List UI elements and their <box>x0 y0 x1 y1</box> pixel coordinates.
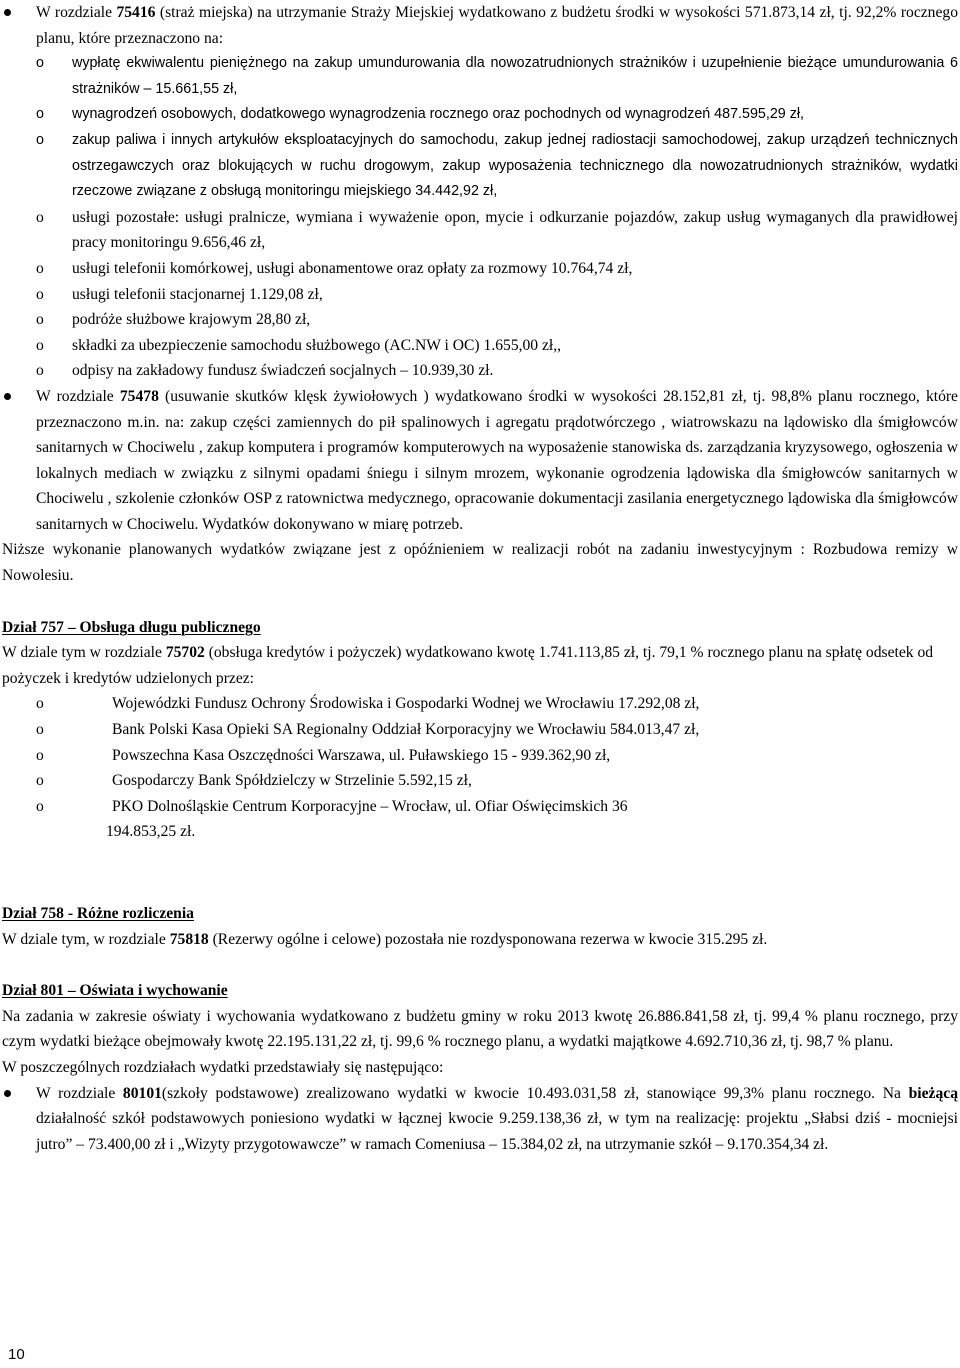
text: W dziale tym w rozdziale <box>2 644 166 662</box>
circle-bullet-icon: o <box>36 259 44 277</box>
text: działalność szkół podstawowych poniesiono wydatki w łącznej kwocie 9.259.138,36 zł, w tym na realizację: projektu „Słabsi dziś - mocniejsi jutro” – 73.400,00 zł i „Wizyty przygotowawcze” w ramach Comeniusa – 15.384,02 zł, na utrzymanie szkół – 9.170.354,34 zł. <box>36 1110 958 1153</box>
section-heading: Dział 758 - Różne rozliczenia <box>2 905 194 922</box>
circle-bullet-icon: o <box>36 311 44 329</box>
chapter-number: 75478 <box>119 387 159 405</box>
list-item-text: usługi telefonii komórkowej, usługi abonamentowe oraz opłaty za rozmowy 10.764,74 zł, <box>72 259 633 277</box>
chapter-number: 75818 <box>169 930 209 948</box>
paragraph-nizsze: Niższe wykonanie planowanych wydatków związane jest z opóźnieniem w realizacji robót na zadaniu inwestycyjnym : Rozbudowa remizy w Nowolesiu. <box>2 541 958 585</box>
circle-bullet-icon: o <box>36 721 44 739</box>
text: W rozdziale <box>36 1084 123 1102</box>
list-item-text: Powszechna Kasa Oszczędności Warszawa, ul. Puławskiego 15 - 939.362,90 zł, <box>112 746 611 764</box>
list-item-text: odpisy na zakładowy fundusz świadczeń socjalnych – 10.939,30 zł. <box>72 362 494 380</box>
list-item <box>0 358 960 384</box>
bullet-dot <box>4 9 11 16</box>
circle-bullet-icon: o <box>36 106 44 123</box>
list-item-text: zakup paliwa i innych artykułów eksploatacyjnych do samochodu, zakup jednej radiostacji samochodowej, zakup urządzeń technicznych ostrzegawczych oraz blokujących w ruchu drogowym, zakup wyposażenia technicznego dla nowozatrudnionych strażników, wydatki rzeczowe związane z obsługą monitoringu miejskiego 34.442,92 zł, <box>72 131 958 200</box>
list-item <box>0 205 960 256</box>
circle-bullet-icon: o <box>36 131 44 148</box>
bullet-rozdzial-75478 <box>0 384 960 538</box>
text: W dziale tym, w rozdziale <box>2 930 170 948</box>
paragraph <box>0 927 960 953</box>
text: (straż miejska) na utrzymanie Straży Miejskiej wydatkowano z budżetu środki w wysokości 571.873,14 zł, tj. 92,2% rocznego planu, które przeznaczono na: <box>36 4 958 47</box>
list-item-text: podróże służbowe krajowym 28,80 zł, <box>72 311 311 329</box>
circle-bullet-icon: o <box>36 746 44 764</box>
paragraph: W poszczególnych rozdziałach wydatki przedstawiały się następująco: <box>2 1058 444 1076</box>
circle-bullet-icon: o <box>36 772 44 790</box>
text: (Rezerwy ogólne i celowe) pozostała nie rozdysponowana rezerwa w kwocie 315.295 zł. <box>208 930 768 948</box>
section-heading: Dział 757 – Obsługa długu publicznego <box>2 618 261 636</box>
section-heading: Dział 801 – Oświata i wychowanie <box>2 982 228 1000</box>
circle-bullet-icon: o <box>36 695 44 713</box>
text: (usuwanie skutków klęsk żywiołowych ) wydatkowano środki w wysokości 28.152,81 zł, tj. 98,8% planu rocznego, które przeznaczono m.in. na: zakup części zamiennych do pił spalinowych i agregatu prądotwórczego , wiatrowskazu na lądowisko dla śmigłowców sanitarnych w Chociwelu , zakup komputera i programów komputerowych na wyposażenie stanowiska ds. zarządzania kryzysowego, ogłoszenia w lokalnych mediach w związku z silnymi opadami śniegu i silnym mrozem, wykonanie ogrodzenia lądowiska dla śmigłowców sanitarnych w Chociwelu , szkolenie członków OSP z ratownictwa medycznego, opracowanie dokumentacji zasilania energetycznego lądowiska dla śmigłowców sanitarnych w Chociwelu. Wydatków dokonywano w miarę potrzeb. <box>36 387 958 533</box>
list-item <box>0 717 960 743</box>
list-item-text: Wojewódzki Fundusz Ochrony Środowiska i Gospodarki Wodnej we Wrocławiu 17.292,08 zł, <box>112 695 700 713</box>
bold-word: bieżącą <box>908 1084 958 1102</box>
chapter-number: 75416 <box>116 4 156 21</box>
list-item <box>0 307 960 333</box>
paragraph <box>0 640 960 691</box>
list-item-text: usługi telefonii stacjonarnej 1.129,08 zł, <box>72 285 323 303</box>
page-number: 10 <box>8 1346 25 1363</box>
circle-bullet-icon: o <box>36 55 44 72</box>
bullet-dot <box>4 1090 11 1097</box>
paragraph: Na zadania w zakresie oświaty i wychowania wydatkowano z budżetu gminy w roku 2013 kwotę 26.886.841,58 zł, tj. 99,4 % planu rocznego, przy czym wydatki bieżące obejmowały kwotę 22.195.131,22 zł, tj. 99,6 % rocznego planu, a wydatki majątkowe 4.692.710,36 zł, tj. 98,7 % planu. <box>2 1007 958 1051</box>
circle-bullet-icon: o <box>36 336 44 354</box>
list-item-text: wynagrodzeń osobowych, dodatkowego wynagrodzenia rocznego oraz pochodnych od wynagrodzeń 487.595,29 zł, <box>72 106 805 123</box>
list-item <box>0 128 960 205</box>
list-item <box>0 333 960 359</box>
list-item <box>0 282 960 308</box>
list-item-text: Gospodarczy Bank Spółdzielczy w Strzelinie 5.592,15 zł, <box>112 772 472 790</box>
list-item-text: PKO Dolnośląskie Centrum Korporacyjne – Wrocław, ul. Ofiar Oświęcimskich 36 <box>112 797 628 815</box>
bullet-rozdzial-80101 <box>0 1081 960 1158</box>
circle-bullet-icon: o <box>36 208 44 226</box>
chapter-number: 80101 <box>122 1084 162 1102</box>
list-item <box>0 768 960 794</box>
list-item-text: wypłatę ekwiwalentu pieniężnego na zakup umundurowania dla nowozatrudnionych strażników i uzupełnienie bieżące umundurowania 6 strażników – 15.661,55 zł, <box>72 55 958 97</box>
circle-bullet-icon: o <box>36 797 44 815</box>
bullet-rozdzial-75416 <box>0 0 960 51</box>
amount-line: 194.853,25 zł. <box>106 823 196 841</box>
list-item-text: składki za ubezpieczenie samochodu służbowego (AC.NW i OC) 1.655,00 zł,, <box>72 336 562 354</box>
circle-bullet-icon: o <box>36 285 44 303</box>
circle-bullet-icon: o <box>36 362 44 380</box>
bullet-dot <box>4 393 11 400</box>
list-item <box>0 51 960 102</box>
list-item <box>0 794 960 820</box>
text: W rozdziale <box>36 4 117 21</box>
list-item-text: usługi pozostałe: usługi pralnicze, wymiana i wyważenie opon, mycie i odkurzanie pojazdów, zakup usług wymaganych dla prawidłowej pracy monitoringu 9.656,46 zł, <box>72 208 958 252</box>
list-item <box>0 743 960 769</box>
text: (szkoły podstawowe) zrealizowano wydatki w kwocie 10.493.031,58 zł, stanowiące 99,3% planu rocznego. Na <box>161 1084 909 1102</box>
list-item-text: Bank Polski Kasa Opieki SA Regionalny Oddział Korporacyjny we Wrocławiu 584.013,47 zł, <box>112 721 700 739</box>
text: W rozdziale <box>36 387 120 405</box>
list-item <box>0 256 960 282</box>
chapter-number: 75702 <box>165 644 205 662</box>
text: (obsługa kredytów i pożyczek) wydatkowano kwotę 1.741.113,85 zł, tj. 79,1 % rocznego planu na spłatę odsetek od pożyczek i kredytów udzielonych przez: <box>2 644 934 687</box>
list-item <box>0 102 960 128</box>
list-item <box>0 691 960 717</box>
